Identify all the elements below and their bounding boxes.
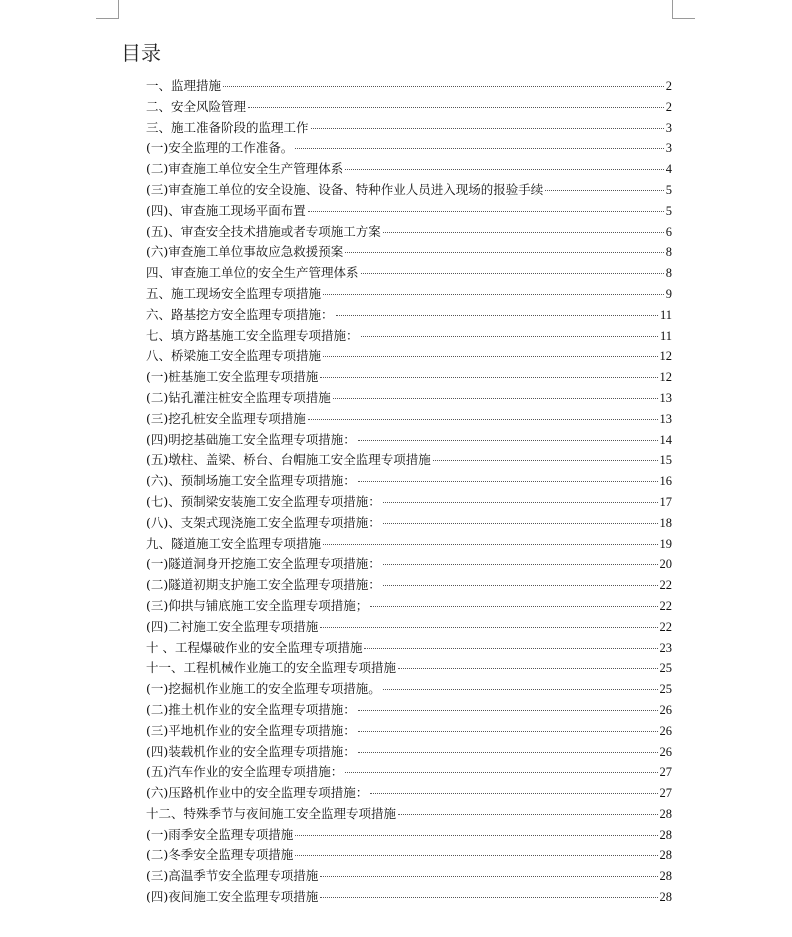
toc-page-number: 12 xyxy=(659,349,672,364)
toc-page-number: 4 xyxy=(665,162,672,177)
toc-dot-leader xyxy=(358,752,658,753)
toc-page-number: 16 xyxy=(659,474,672,489)
toc-entry-text: 二、安全风险管理 xyxy=(146,98,247,114)
toc-dot-leader xyxy=(323,544,657,545)
toc-entry[interactable] xyxy=(146,638,672,659)
toc-entry[interactable] xyxy=(146,492,672,513)
toc-entry-text: 八、桥梁施工安全监理专项措施 xyxy=(146,348,322,364)
toc-page-number: 23 xyxy=(659,640,672,655)
toc-entry[interactable] xyxy=(146,471,672,492)
toc-page-number: 18 xyxy=(659,515,672,530)
toc-page-number: 27 xyxy=(659,786,672,801)
toc-page-number: 17 xyxy=(659,494,672,509)
toc-dot-leader xyxy=(383,689,658,690)
toc-entry-text: (二)冬季安全监理专项措施 xyxy=(146,847,294,863)
toc-entry[interactable] xyxy=(146,658,672,679)
toc-page-number: 20 xyxy=(659,557,672,572)
toc-entry-text: (四)装载机作业的安全监理专项措施： xyxy=(146,743,356,759)
toc-dot-leader xyxy=(358,710,658,711)
toc-entry-text: (七)、预制梁安装施工安全监理专项措施： xyxy=(146,493,381,509)
toc-entry-text: 四、审查施工单位的安全生产管理体系 xyxy=(146,265,359,281)
toc-entry-text: (三)挖孔桩安全监理专项措施 xyxy=(146,410,306,426)
toc-page-number: 5 xyxy=(665,182,672,197)
toc-dot-leader xyxy=(383,232,664,233)
toc-dot-leader xyxy=(345,252,663,253)
toc-entry-text: (三)仰拱与铺底施工安全监理专项措施； xyxy=(146,597,369,613)
toc-page-number: 25 xyxy=(659,661,672,676)
toc-entry[interactable] xyxy=(146,305,672,326)
toc-dot-leader xyxy=(383,585,658,586)
toc-dot-leader xyxy=(308,211,664,212)
toc-page-number: 22 xyxy=(659,578,672,593)
toc-entry-text: (一)桩基施工安全监理专项措施 xyxy=(146,369,319,385)
toc-dot-leader xyxy=(323,294,664,295)
toc-entry[interactable] xyxy=(146,76,672,97)
toc-entry-text: (三)高温季节安全监理专项措施 xyxy=(146,868,319,884)
toc-title: 目录 xyxy=(121,41,161,65)
toc-entry-text: (二)钻孔灌注桩安全监理专项措施 xyxy=(146,389,331,405)
toc-entry[interactable] xyxy=(146,326,672,347)
toc-entry[interactable] xyxy=(146,450,672,471)
toc-entry[interactable] xyxy=(146,617,672,638)
toc-entry[interactable] xyxy=(146,887,672,908)
toc-dot-leader xyxy=(358,731,658,732)
toc-entry[interactable] xyxy=(146,721,672,742)
toc-entry[interactable] xyxy=(146,118,672,139)
toc-page-number: 27 xyxy=(659,765,672,780)
toc-page-number: 11 xyxy=(659,307,672,322)
toc-entry[interactable] xyxy=(146,201,672,222)
toc-entry[interactable] xyxy=(146,554,672,575)
toc-entry[interactable] xyxy=(146,783,672,804)
toc-entry-text: 六、路基挖方安全监理专项措施： xyxy=(146,306,334,322)
toc-dot-leader xyxy=(323,356,657,357)
toc-entry-text: (六)审查施工单位事故应急救援预案 xyxy=(146,244,344,260)
toc-entry-text: 九、隧道施工安全监理专项措施 xyxy=(146,535,322,551)
toc-entry-text: (一)隧道洞身开挖施工安全监理专项措施： xyxy=(146,556,381,572)
toc-entry[interactable] xyxy=(146,866,672,887)
toc-dot-leader xyxy=(320,627,657,628)
toc-list xyxy=(146,76,672,908)
toc-dot-leader xyxy=(248,107,664,108)
toc-entry[interactable] xyxy=(146,534,672,555)
toc-entry-text: (二)审查施工单位安全生产管理体系 xyxy=(146,161,344,177)
toc-dot-leader xyxy=(295,148,663,149)
toc-entry-text: (四)、审查施工现场平面布置 xyxy=(146,202,306,218)
toc-entry-text: 一、监理措施 xyxy=(146,78,222,93)
toc-entry[interactable] xyxy=(146,138,672,159)
toc-dot-leader xyxy=(345,772,657,773)
toc-dot-leader xyxy=(383,564,658,565)
toc-page-number: 11 xyxy=(659,328,672,343)
toc-dot-leader xyxy=(398,668,657,669)
toc-dot-leader xyxy=(383,523,658,524)
toc-page-number: 5 xyxy=(665,203,672,218)
toc-dot-leader xyxy=(383,502,658,503)
toc-entry-text: 十 、工程爆破作业的安全监理专项措施 xyxy=(146,639,363,655)
toc-page-number: 14 xyxy=(659,432,672,447)
toc-entry-text: (六)、预制场施工安全监理专项措施： xyxy=(146,473,356,489)
toc-entry-text: 三、施工准备阶段的监理工作 xyxy=(146,119,309,135)
toc-entry[interactable] xyxy=(146,284,672,305)
toc-page-number: 13 xyxy=(659,390,672,405)
toc-entry-text: 十二、特殊季节与夜间施工安全监理专项措施 xyxy=(146,805,397,821)
toc-entry[interactable] xyxy=(146,804,672,825)
toc-entry-text: 十一、工程机械作业施工的安全监理专项措施 xyxy=(146,660,397,676)
toc-entry-text: (一)雨季安全监理专项措施 xyxy=(146,826,294,842)
toc-entry-text: (八)、支架式现浇施工安全监理专项措施： xyxy=(146,514,381,530)
toc-page-number: 28 xyxy=(659,890,672,905)
toc-dot-leader xyxy=(295,835,657,836)
toc-page-number: 13 xyxy=(659,411,672,426)
toc-dot-leader xyxy=(333,398,658,399)
crop-mark-top-right xyxy=(672,0,695,19)
toc-dot-leader xyxy=(320,876,657,877)
toc-entry-text: (一)挖掘机作业施工的安全监理专项措施。 xyxy=(146,681,381,697)
toc-page-number: 2 xyxy=(665,99,672,114)
toc-page-number: 22 xyxy=(659,598,672,613)
toc-dot-leader xyxy=(361,336,658,337)
toc-dot-leader xyxy=(545,190,663,191)
toc-entry[interactable] xyxy=(146,513,672,534)
toc-dot-leader xyxy=(370,606,657,607)
crop-mark-top-left xyxy=(96,0,119,19)
toc-page-number: 3 xyxy=(665,141,672,156)
toc-dot-leader xyxy=(223,86,664,87)
toc-entry[interactable] xyxy=(146,222,672,243)
toc-page-number: 3 xyxy=(665,120,672,135)
toc-page-number: 9 xyxy=(665,286,672,301)
toc-entry-text: 五、施工现场安全监理专项措施 xyxy=(146,285,322,301)
toc-page-number: 26 xyxy=(659,723,672,738)
toc-page-number: 8 xyxy=(665,266,672,281)
toc-dot-leader xyxy=(370,793,657,794)
toc-entry[interactable] xyxy=(146,742,672,763)
toc-dot-leader xyxy=(308,419,658,420)
toc-entry[interactable] xyxy=(146,180,672,201)
toc-entry[interactable] xyxy=(146,825,672,846)
toc-page-number: 25 xyxy=(659,682,672,697)
toc-entry[interactable] xyxy=(146,762,672,783)
toc-entry[interactable] xyxy=(146,367,672,388)
toc-entry[interactable] xyxy=(146,845,672,866)
toc-entry[interactable] xyxy=(146,409,672,430)
toc-entry[interactable] xyxy=(146,346,672,367)
toc-dot-leader xyxy=(320,377,657,378)
toc-entry[interactable] xyxy=(146,430,672,451)
toc-entry-text: (四)二衬施工安全监理专项措施 xyxy=(146,618,319,634)
toc-dot-leader xyxy=(433,460,658,461)
toc-dot-leader xyxy=(345,169,663,170)
toc-entry[interactable] xyxy=(146,700,672,721)
toc-page-number: 8 xyxy=(665,245,672,260)
toc-entry[interactable] xyxy=(146,388,672,409)
toc-entry[interactable] xyxy=(146,263,672,284)
toc-page-number: 12 xyxy=(659,370,672,385)
toc-dot-leader xyxy=(320,897,657,898)
toc-entry-text: (一)安全监理的工作准备。 xyxy=(146,140,294,156)
toc-dot-leader xyxy=(311,128,664,129)
toc-entry[interactable] xyxy=(146,596,672,617)
toc-entry-text: (五)墩柱、盖梁、桥台、台帽施工安全监理专项措施 xyxy=(146,452,431,468)
toc-page-number: 26 xyxy=(659,702,672,717)
toc-entry-text: (四)夜间施工安全监理专项措施 xyxy=(146,889,319,905)
toc-entry[interactable] xyxy=(146,679,672,700)
toc-page-number: 28 xyxy=(659,827,672,842)
toc-entry-text: (五)、审查安全技术措施或者专项施工方案 xyxy=(146,223,381,239)
toc-dot-leader xyxy=(364,648,657,649)
toc-page-number: 2 xyxy=(665,79,672,93)
toc-entry[interactable] xyxy=(146,159,672,180)
toc-page-number: 15 xyxy=(659,453,672,468)
toc-entry[interactable] xyxy=(146,97,672,118)
toc-entry-text: (二)推土机作业的安全监理专项措施： xyxy=(146,701,356,717)
toc-dot-leader xyxy=(336,315,658,316)
toc-entry-text: 七、填方路基施工安全监理专项措施： xyxy=(146,327,359,343)
toc-page-number: 6 xyxy=(665,224,672,239)
toc-dot-leader xyxy=(358,440,658,441)
toc-entry[interactable] xyxy=(146,242,672,263)
toc-page-number: 26 xyxy=(659,744,672,759)
toc-page-number: 28 xyxy=(659,806,672,821)
toc-entry-text: (五)汽车作业的安全监理专项措施： xyxy=(146,764,344,780)
toc-entry-text: (四)明挖基础施工安全监理专项措施： xyxy=(146,431,356,447)
toc-page-number: 19 xyxy=(659,536,672,551)
toc-entry[interactable] xyxy=(146,575,672,596)
toc-entry-text: (二)隧道初期支护施工安全监理专项措施： xyxy=(146,577,381,593)
toc-page-number: 22 xyxy=(659,619,672,634)
toc-page-number: 28 xyxy=(659,848,672,863)
toc-page-number: 28 xyxy=(659,869,672,884)
toc-entry-text: (六)压路机作业中的安全监理专项措施： xyxy=(146,785,369,801)
toc-dot-leader xyxy=(398,814,657,815)
toc-dot-leader xyxy=(361,273,664,274)
toc-dot-leader xyxy=(358,481,658,482)
toc-entry-text: (三)审查施工单位的安全设施、设备、特种作业人员进入现场的报验手续 xyxy=(146,181,544,197)
toc-dot-leader xyxy=(295,855,657,856)
toc-entry-text: (三)平地机作业的安全监理专项措施： xyxy=(146,722,356,738)
